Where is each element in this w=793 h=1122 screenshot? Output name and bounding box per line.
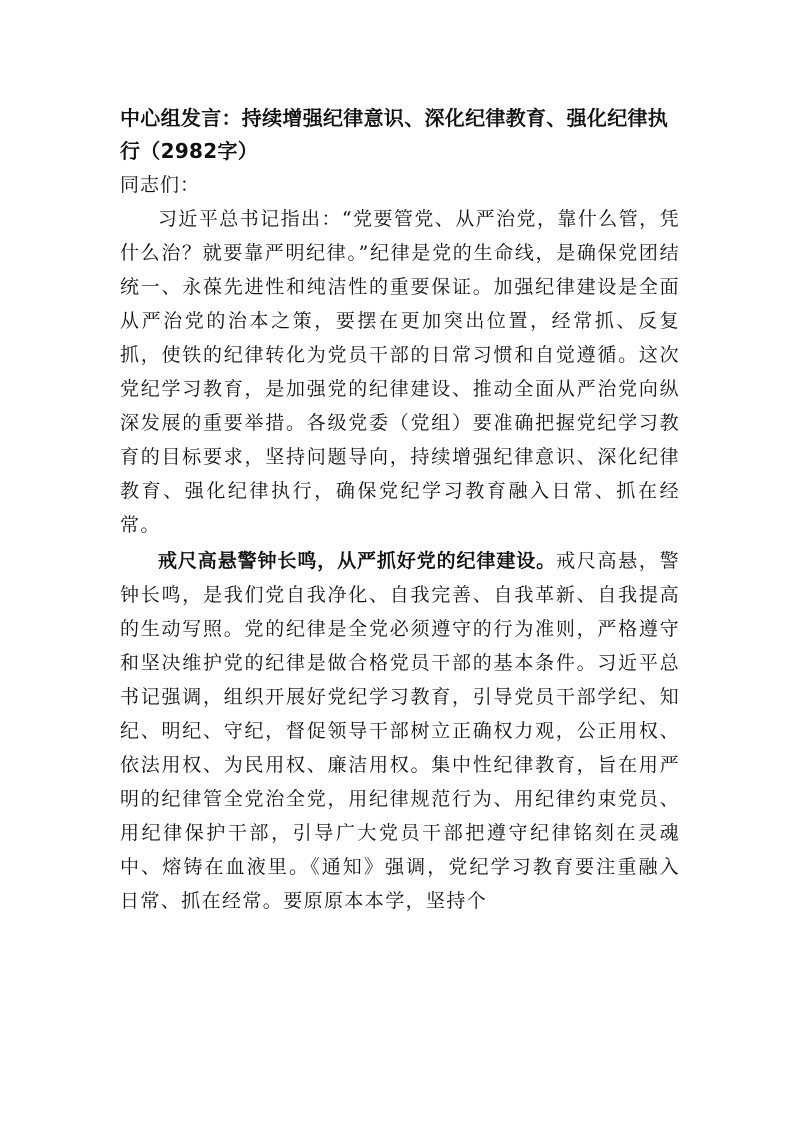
paragraph-2	[120, 544, 680, 918]
paragraph-2-lead: 戒尺高悬警钟长鸣，从严抓好党的纪律建设。	[158, 550, 557, 572]
greeting: 同志们：	[120, 174, 201, 196]
paragraph-1-text: 习近平总书记指出：“党要管党、从严治党，靠什么管，凭什么治？就要靠严明纪律。”纪律是党的生命线，是确保党团结统一、永葆先进性和纯洁性的重要保证。加强纪律建设是全面从严治党的治本之策，要摆在更加突出位置，经常抓、反复抓，使铁的纪律转化为党员干部的日常习惯和自觉遵循。这次党纪学习教育，是加强党的纪律建设、推动全面从严治党向纵深发展的重要举措。各级党委（党组）要准确把握党纪学习教育的目标要求，坚持问题导向，持续增强纪律意识、深化纪律教育、强化纪律执行，确保党纪学习教育融入日常、抓在经常。	[120, 208, 680, 536]
paragraph-1	[120, 202, 680, 542]
document-page	[120, 102, 680, 918]
paragraph-2-text: 戒尺高悬，警钟长鸣，是我们党自我净化、自我完善、自我革新、自我提高的生动写照。党的纪律是全党必须遵守的行为准则，严格遵守和坚决维护党的纪律是做合格党员干部的基本条件。习近平总书记强调，组织开展好党纪学习教育，引导党员干部学纪、知纪、明纪、守纪，督促领导干部树立正确权力观，公正用权、依法用权、为民用权、廉洁用权。集中性纪律教育，旨在用严明的纪律管全党治全党，用纪律规范行为、用纪律约束党员、用纪律保护干部，引导广大党员干部把遵守纪律铭刻在灵魂中、熔铸在血液里。《通知》强调，党纪学习教育要注重融入日常、抓在经常。要原原本本学，坚持个	[120, 550, 680, 912]
document-title: 中心组发言：持续增强纪律意识、深化纪律教育、强化纪律执行（2982字）	[120, 106, 669, 163]
